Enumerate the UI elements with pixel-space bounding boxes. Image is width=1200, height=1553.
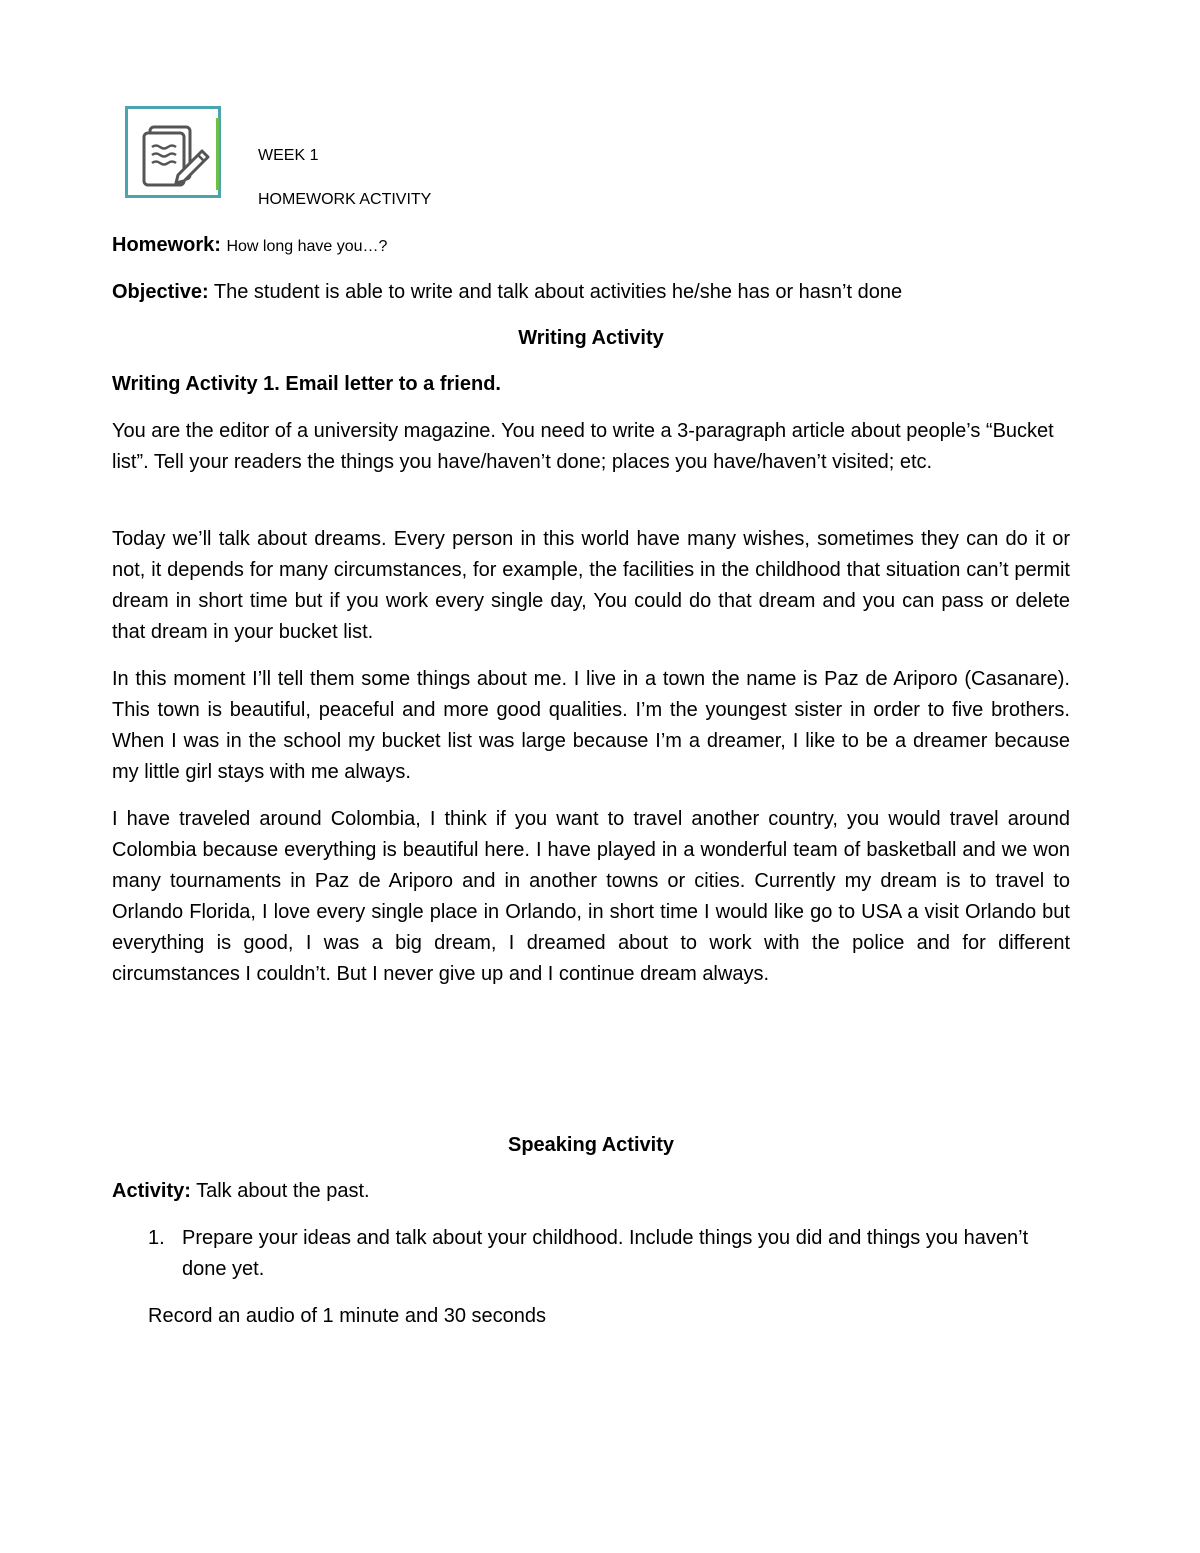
speaking-activity-value: Talk about the past. [196,1180,370,1202]
objective-line [112,277,1070,308]
writing-instructions: You are the editor of a university magazine. You need to write a 3-paragraph article about people’s “Bucket list”. Tell your readers the things you have/haven’t done; places you have/haven’t visited; etc. [112,420,1054,473]
notepad-pencil-icon [128,109,218,195]
homework-value: How long have you…? [226,238,388,255]
record-note: Record an audio of 1 minute and 30 seconds [148,1305,547,1327]
speaking-section-title: Speaking Activity [508,1134,674,1156]
writing-section-title: Writing Activity [518,327,664,349]
list-item: Prepare your ideas and talk about your childhood. Include things you did and things you haven’t done yet. [182,1227,1029,1280]
objective-value: The student is able to write and talk about activities he/she has or hasn’t done [213,281,903,303]
homework-line [112,230,1070,262]
homework-label: Homework: [112,234,221,256]
logo [125,106,221,198]
speaking-activity-line [112,1176,1070,1207]
speaking-activity-label: Activity: [112,1180,191,1202]
essay-paragraph-3: I have traveled around Colombia, I think if you want to travel another country, you would travel around Colombia because everything is beautiful here. I have played in a wonderful team of basketball and we won many tournaments in Paz de Ariporo and in another towns or cities. Currently my dream is to travel to Orlando Florida, I love every single place in Orlando, in short time I would like go to USA a visit Orlando but everything is good, I was a big dream, I dreamed about to work with the police and for different circumstances I couldn’t. But I never give up and I continue dream always. [112,808,1070,985]
logo-accent-bar [216,118,219,190]
writing-activity-title: Writing Activity 1. Email letter to a friend. [112,373,501,395]
essay-paragraph-2: In this moment I’ll tell them some things about me. I live in a town the name is Paz de Ariporo (Casanare). This town is beautiful, peaceful and more good qualities. I’m the youngest sister in order to five brothers. When I was in the school my bucket list was large because I’m a dreamer, I like to be a dreamer because my little girl stays with me always. [112,668,1070,783]
activity-type-label: HOMEWORK ACTIVITY [258,191,432,208]
objective-label: Objective: [112,281,209,303]
week-label: WEEK 1 [258,147,319,164]
essay-paragraph-1: Today we’ll talk about dreams. Every person in this world have many wishes, sometimes they can do it or not, it depends for many circumstances, for example, the facilities in the childhood that situation can’t permit dream in short time but if you work every single day, You could do that dream and you can pass or delete that dream in your bucket list. [112,528,1070,643]
list-number: 1. [148,1227,165,1249]
